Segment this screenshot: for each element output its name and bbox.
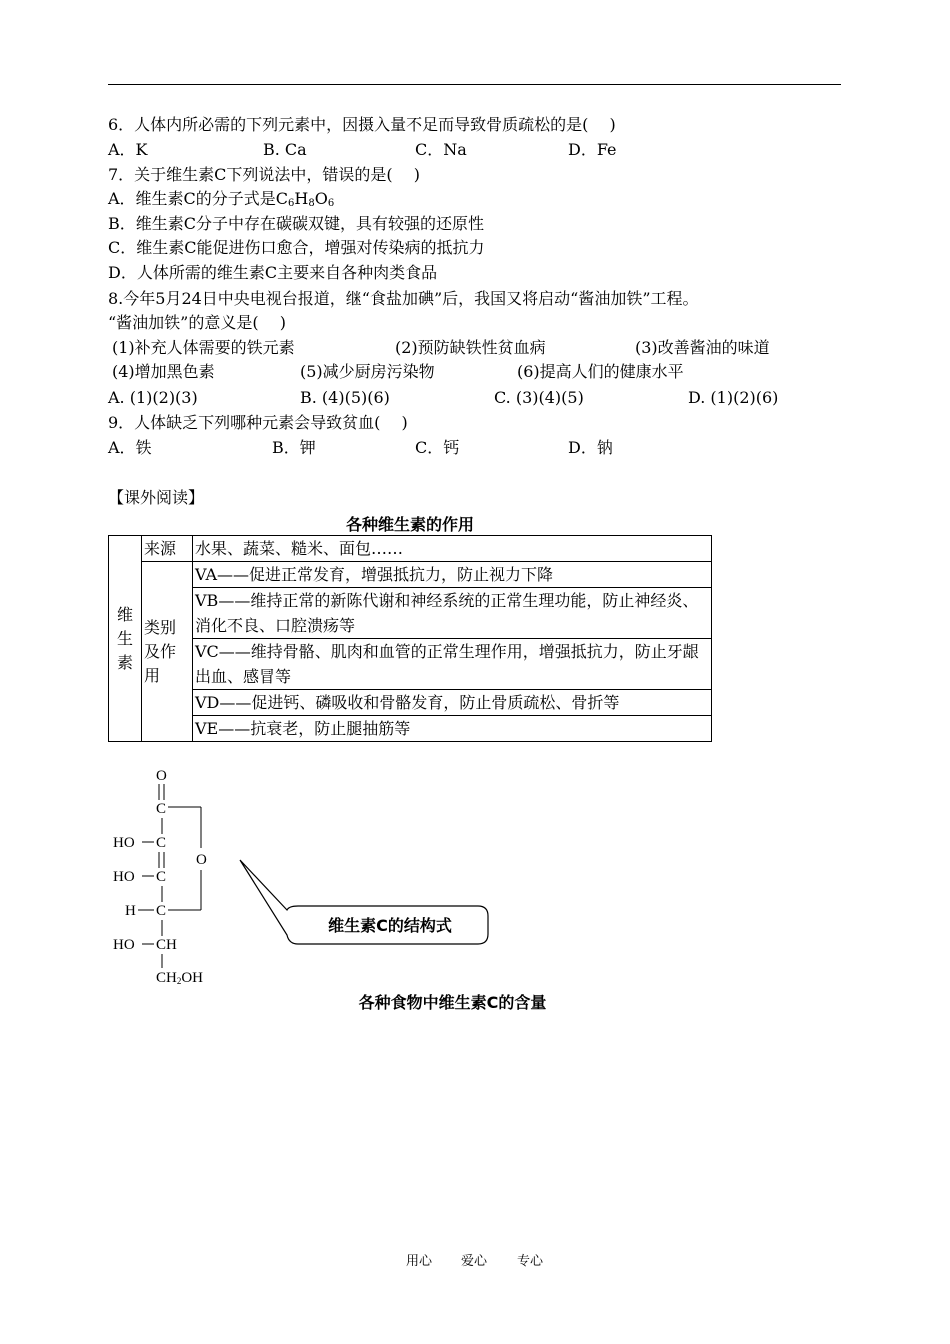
atom-c4: C [156, 903, 167, 919]
atom-c3: C [156, 869, 167, 885]
q8-option-d: D. (1)(2)(6) [688, 388, 779, 407]
atom-ho1: HO [113, 835, 135, 851]
q7-option-a: A．维生素C的分子式是$C_6H_8O_6$ [108, 189, 335, 209]
atom-c1: C [156, 801, 167, 817]
q7-stem: 7．关于维生素C下列说法中，错误的是( ) [108, 165, 420, 184]
vitamin-table-title: 各种维生素的作用 [345, 515, 474, 534]
header-rule [108, 84, 841, 85]
row-header-cell: 维生素 [109, 536, 142, 742]
q7-option-b: B．维生素C分子中存在碳碳双键，具有较强的还原性 [108, 214, 485, 233]
atom-ho2: HO [113, 869, 135, 885]
source-label: 来源 [142, 536, 193, 562]
q8-option-b: B. (4)(5)(6) [300, 388, 390, 407]
q8-item-4: (4)增加黑色素 [112, 362, 215, 381]
q8-item-1: (1)补充人体需要的铁元素 [112, 338, 295, 357]
source-value: 水果、蔬菜、糙米、面包…… [193, 536, 712, 562]
q6-option-a: A．K [108, 140, 148, 159]
q6-option-c: C．Na [415, 140, 467, 159]
q8-item-6: (6)提高人们的健康水平 [517, 362, 684, 381]
q8-stem-2: “酱油加铁”的意义是( ) [108, 313, 286, 332]
q6-stem: 6．人体内所必需的下列元素中，因摄入量不足而导致骨质疏松的是( ) [108, 115, 616, 134]
footer-item-1: 用心 [406, 1254, 433, 1269]
q9-stem: 9．人体缺乏下列哪种元素会导致贫血( ) [108, 413, 408, 432]
vitamin-e-cell: VE——抗衰老，防止腿抽筋等 [193, 716, 712, 742]
q6-option-b: B. Ca [263, 140, 307, 159]
q7-option-c: C．维生素C能促进伤口愈合，增强对传染病的抵抗力 [108, 238, 485, 257]
atom-ring-o: O [196, 852, 207, 868]
atom-ch: CH [156, 937, 177, 953]
atom-ho3: HO [113, 937, 135, 953]
q8-option-a: A. (1)(2)(3) [108, 388, 198, 407]
q9-option-a: A．铁 [108, 438, 152, 457]
q7-option-d: D．人体所需的维生素C主要来自各种肉类食品 [108, 263, 438, 282]
q8-option-c: C. (3)(4)(5) [494, 388, 584, 407]
atom-c2: C [156, 835, 167, 851]
content-table-title: 各种食物中维生素C的含量 [358, 993, 547, 1012]
q9-option-c: C．钙 [415, 438, 460, 457]
q9-option-d: D．钠 [568, 438, 613, 457]
vitamin-c-cell: VC——维持骨骼、肌肉和血管的正常生理作用，增强抵抗力，防止牙龈出血、感冒等 [193, 639, 712, 690]
q9-option-b: B．钾 [272, 438, 316, 457]
atom-o-top: O [156, 768, 167, 784]
vitamin-b-cell: VB——维持正常的新陈代谢和神经系统的正常生理功能，防止神经炎、消化不良、口腔溃疡等 [193, 588, 712, 639]
vitamin-c-structure-diagram [108, 760, 528, 990]
reading-header: 【课外阅读】 [108, 488, 205, 507]
atom-h: H [125, 903, 136, 919]
vitamin-table [108, 535, 712, 742]
footer-item-3: 专心 [517, 1254, 544, 1269]
q8-item-2: (2)预防缺铁性贫血病 [395, 338, 546, 357]
category-label-cell: 类别及作用 [142, 562, 193, 742]
q6-option-d: D．Fe [568, 140, 617, 159]
atom-ch2oh: CH2OH [156, 970, 204, 986]
q8-item-3: (3)改善酱油的味道 [635, 338, 770, 357]
footer-item-2: 爱心 [461, 1254, 488, 1269]
q8-stem: 8.今年5月24日中央电视台报道，继“食盐加碘”后，我国又将启动“酱油加铁”工程。 [108, 289, 699, 308]
q8-item-5: (5)减少厨房污染物 [300, 362, 435, 381]
vitamin-a-cell: VA——促进正常发育，增强抵抗力，防止视力下降 [193, 562, 712, 588]
vitamin-d-cell: VD——促进钙、磷吸收和骨骼发育，防止骨质疏松、骨折等 [193, 690, 712, 716]
callout-label: 维生素C的结构式 [328, 916, 452, 935]
